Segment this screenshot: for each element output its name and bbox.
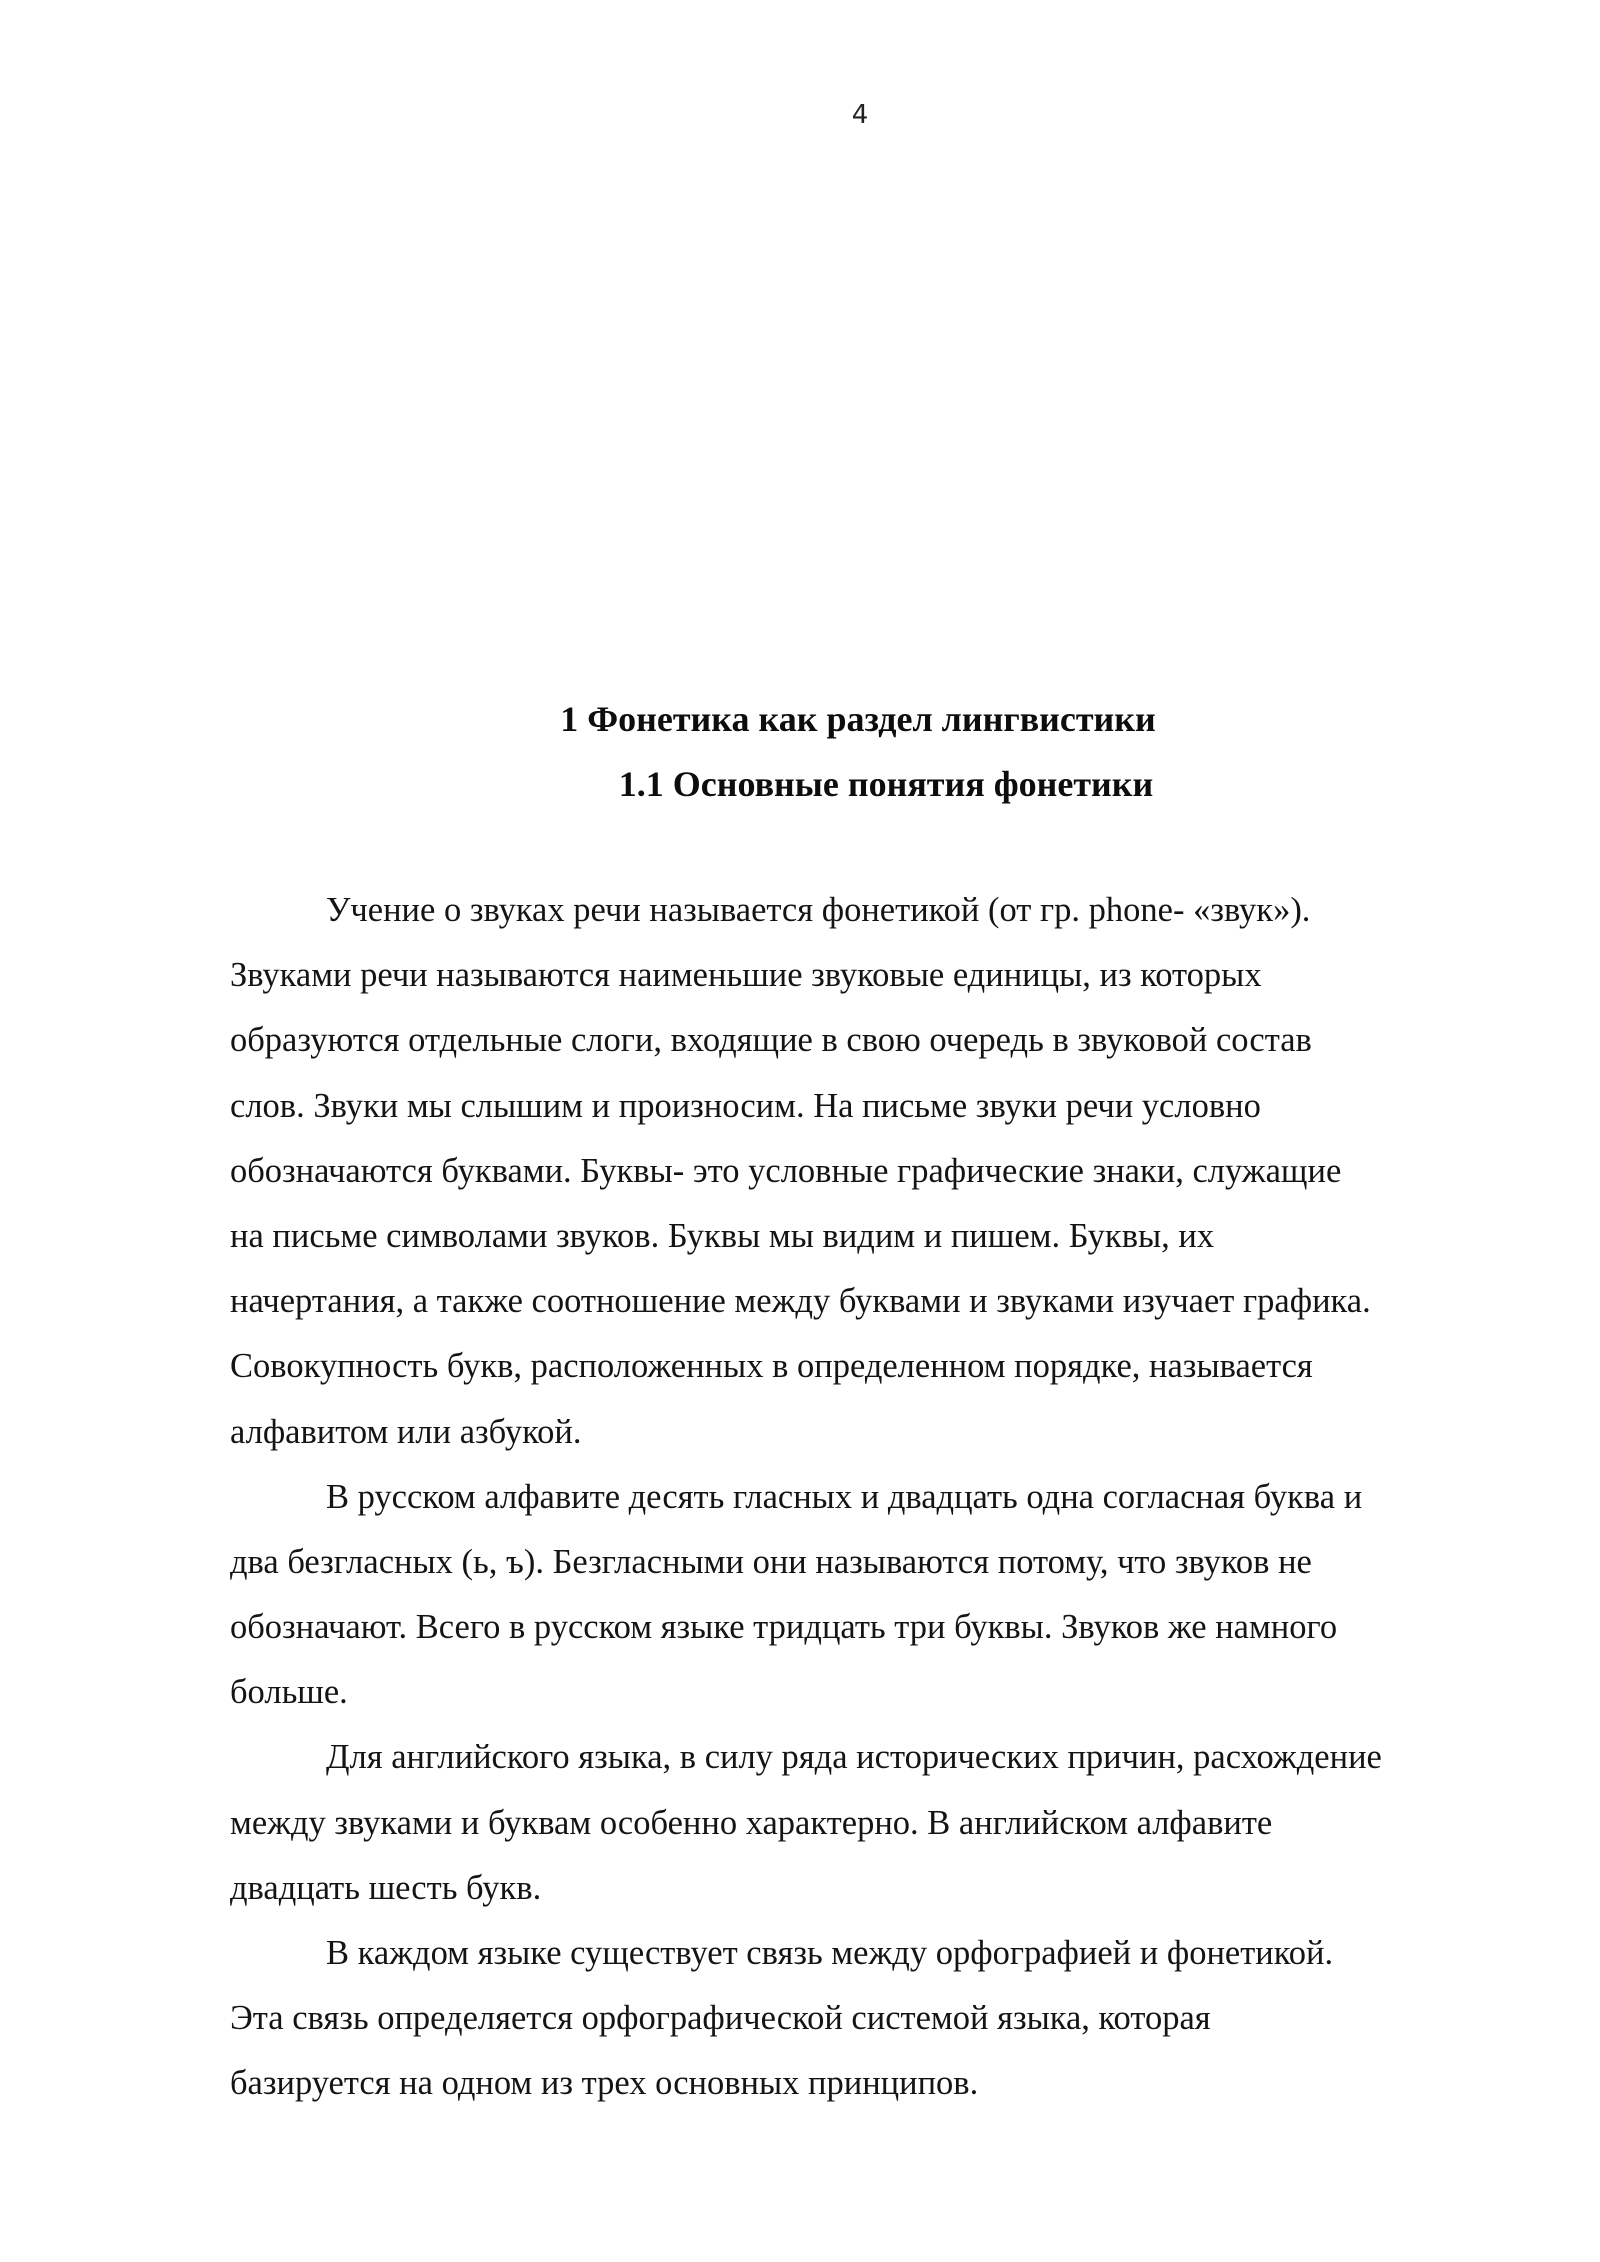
text-line: Эта связь определяется орфографической системой языка, которая bbox=[230, 1999, 1211, 2038]
text-line: обозначаются буквами. Буквы- это условные графические знаки, служащие bbox=[230, 1151, 1342, 1190]
paragraph-1 bbox=[230, 878, 1530, 1465]
text-line: В каждом языке существует связь между орфографией и фонетикой. bbox=[326, 1934, 1334, 1972]
section-headings bbox=[230, 687, 1430, 817]
paragraph-4 bbox=[230, 1921, 1530, 2117]
text-line: начертания, а также соотношение между буквами и звуками изучает графика. bbox=[230, 1282, 1371, 1321]
body-text bbox=[230, 878, 1530, 2117]
text-line: Совокупность букв, расположенных в определенном порядке, называется bbox=[230, 1347, 1313, 1386]
text-line: двадцать шесть букв. bbox=[230, 1868, 542, 1907]
text-line: Учение о звуках речи называется фонетикой (от гр. phone- «звук»). bbox=[326, 891, 1311, 929]
text-line: обозначают. Всего в русском языке тридцать три буквы. Звуков же намного bbox=[230, 1608, 1338, 1647]
text-line: образуются отдельные слоги, входящие в свою очередь в звуковой состав bbox=[230, 1021, 1312, 1060]
text-line: Для английского языка, в силу ряда исторических причин, расхождение bbox=[326, 1738, 1382, 1777]
section-title: 1.1 Основные понятия фонетики bbox=[618, 764, 1154, 804]
text-line: на письме символами звуков. Буквы мы видим и пишем. Буквы, их bbox=[230, 1216, 1215, 1255]
text-line: алфавитом или азбукой. bbox=[230, 1412, 582, 1451]
text-line: больше. bbox=[230, 1673, 348, 1712]
page-number: 4 bbox=[851, 100, 869, 130]
text-line: Звуками речи называются наименьшие звуковые единицы, из которых bbox=[230, 956, 1262, 995]
chapter-title: 1 Фонетика как раздел лингвистики bbox=[560, 699, 1156, 739]
paragraph-3 bbox=[230, 1725, 1530, 1921]
paragraph-2 bbox=[230, 1465, 1530, 1726]
text-line: В русском алфавите десять гласных и двадцать одна согласная буква и bbox=[326, 1477, 1363, 1516]
text-line: базируется на одном из трех основных принципов. bbox=[230, 2064, 979, 2103]
text-line: два безгласных (ь, ъ). Безгласными они называются потому, что звуков не bbox=[230, 1542, 1312, 1581]
text-line: между звуками и буквам особенно характерно. В английском алфавите bbox=[230, 1803, 1273, 1842]
text-line: слов. Звуки мы слышим и произносим. На письме звуки речи условно bbox=[230, 1086, 1261, 1125]
